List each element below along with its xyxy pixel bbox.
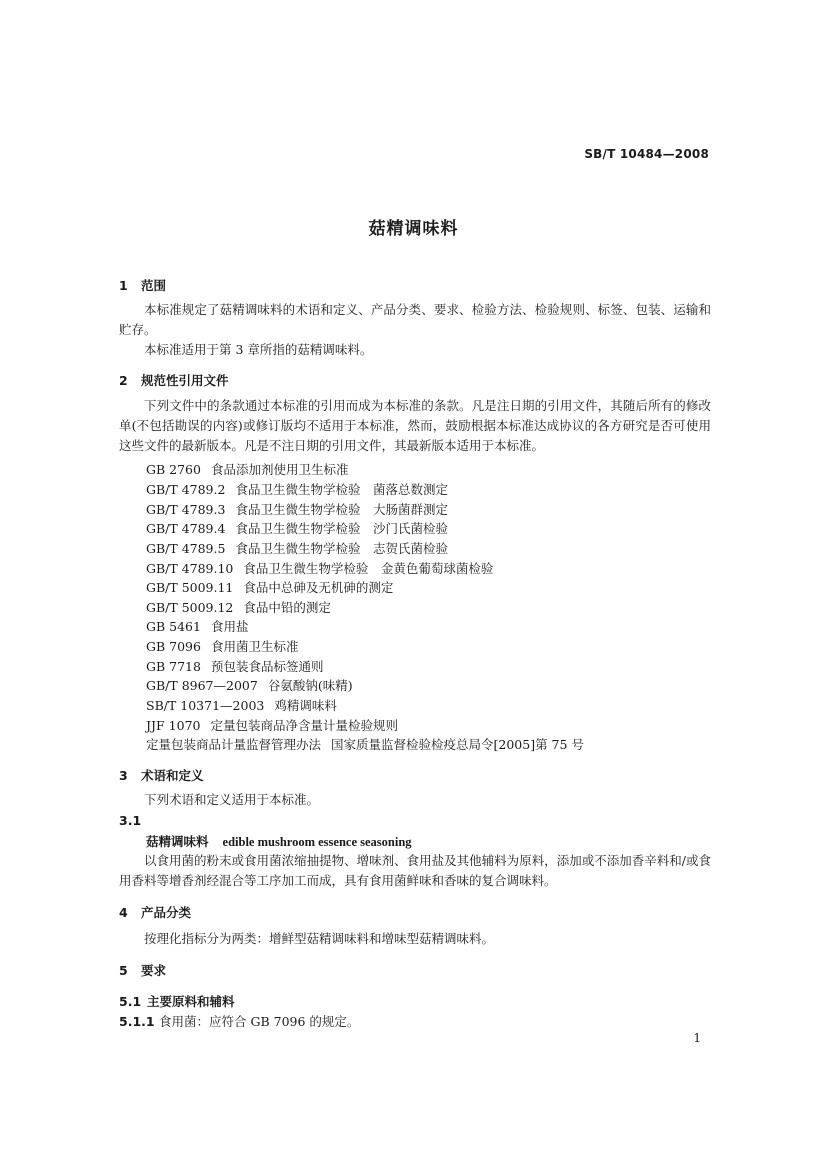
section-title: 术语和定义	[141, 768, 204, 783]
reference-item	[146, 539, 448, 557]
reference-code: GB/T 4789.5	[146, 541, 226, 556]
clause-5-1-1	[119, 1012, 359, 1030]
reference-code: GB/T 4789.4	[146, 521, 226, 536]
reference-item	[146, 460, 348, 478]
reference-item	[146, 716, 398, 734]
section-2-heading	[119, 371, 229, 389]
reference-name: 食用菌卫生标准	[210, 639, 299, 654]
reference-code: GB 5461	[146, 619, 201, 634]
reference-name: 食品卫生微生物学检验 大肠菌群测定	[235, 502, 448, 517]
subsection-number: 5.1	[119, 994, 142, 1009]
section-1-heading	[119, 276, 166, 294]
reference-name: 食品中铅的测定	[243, 600, 331, 615]
section-4-heading	[119, 903, 191, 921]
reference-code: GB/T 5009.11	[146, 580, 234, 595]
section-1-paragraph-2: 本标准适用于第 3 章所指的菇精调味料。	[144, 342, 373, 357]
reference-item	[146, 519, 448, 537]
reference-code: GB/T 4789.10	[146, 561, 234, 576]
section-2-paragraph-1: 下列文件中的条款通过本标准的引用而成为本标准的条款。凡是注日期的引用文件，其随后所有的修改单(不包括勘误的内容)或修订版均不适用于本标准，然而，鼓励根据本标准达成协议的各方研究是否可使用这些文件的最新版本。凡是不注日期的引用文件，其最新版本适用于本标准。	[119, 398, 711, 453]
reference-name: 谷氨酸钠(味精)	[267, 678, 353, 693]
section-4-paragraph-1: 按理化指标分为两类：增鲜型菇精调味料和增味型菇精调味料。	[144, 931, 495, 946]
section-title: 产品分类	[141, 905, 192, 920]
reference-code: GB 2760	[146, 462, 201, 477]
section-3-paragraph-1: 下列术语和定义适用于本标准。	[144, 792, 320, 807]
section-5-heading	[119, 961, 166, 979]
section-number: 1	[119, 278, 128, 293]
section-number: 3	[119, 768, 128, 783]
reference-code: GB/T 8967—2007	[146, 678, 258, 693]
reference-item	[146, 676, 353, 694]
reference-item	[146, 617, 248, 635]
reference-code: 定量包装商品计量监督管理办法	[146, 737, 322, 752]
reference-name: 食品卫生微生物学检验 志贺氏菌检验	[235, 541, 448, 556]
subsection-title: 主要原料和辅料	[147, 994, 235, 1009]
document-title: 菇精调味料	[368, 219, 459, 239]
reference-name: 食品添加剂使用卫生标准	[210, 462, 349, 477]
reference-item	[146, 637, 298, 655]
clause-number: 5.1.1	[119, 1014, 155, 1029]
reference-name: 预包装食品标签通则	[210, 659, 324, 674]
reference-name: 食品中总砷及无机砷的测定	[243, 580, 394, 595]
subsection-5-1-heading	[119, 992, 235, 1010]
reference-name: 鸡精调味料	[274, 698, 337, 713]
term-entry	[146, 832, 412, 850]
subsection-number: 3.1	[119, 813, 142, 828]
page-number: 1	[693, 1031, 701, 1045]
reference-item	[146, 578, 393, 596]
standard-code: SB/T 10484—2008	[584, 147, 709, 161]
section-1-paragraph-1: 本标准规定了菇精调味料的术语和定义、产品分类、要求、检验方法、检验规则、标签、包装、运输和贮存。	[119, 302, 711, 337]
reference-code: GB/T 4789.3	[146, 502, 226, 517]
section-number: 2	[119, 373, 128, 388]
reference-name: 食品卫生微生物学检验 菌落总数测定	[235, 482, 448, 497]
reference-item	[146, 598, 331, 616]
reference-code: SB/T 10371—2003	[146, 698, 265, 713]
section-3-heading	[119, 766, 204, 784]
reference-name: 食品卫生微生物学检验 沙门氏菌检验	[235, 521, 448, 536]
term-english: edible mushroom essence seasoning	[222, 835, 412, 849]
reference-name: 食品卫生微生物学检验 金黄色葡萄球菌检验	[243, 561, 494, 576]
section-number: 5	[119, 963, 128, 978]
reference-item	[146, 735, 584, 753]
term-chinese: 菇精调味料	[146, 834, 209, 849]
reference-item	[146, 657, 323, 675]
section-title: 规范性引用文件	[141, 373, 229, 388]
reference-code: GB 7096	[146, 639, 201, 654]
section-title: 范围	[141, 278, 167, 293]
section-title: 要求	[141, 963, 167, 978]
reference-code: GB 7718	[146, 659, 201, 674]
clause-text: 食用菌：应符合 GB 7096 的规定。	[159, 1014, 360, 1029]
reference-item	[146, 559, 493, 577]
reference-item	[146, 696, 337, 714]
reference-code: GB/T 4789.2	[146, 482, 226, 497]
reference-name: 定量包装商品净含量计量检验规则	[210, 718, 398, 733]
reference-item	[146, 480, 448, 498]
reference-item	[146, 500, 448, 518]
reference-name: 国家质量监督检验检疫总局令[2005]第 75 号	[331, 737, 584, 752]
reference-code: JJF 1070	[146, 718, 201, 733]
term-definition: 以食用菌的粉末或食用菌浓缩抽提物、增味剂、食用盐及其他辅料为原料，添加或不添加香辛料和/或食用香料等增香剂经混合等工序加工而成，具有食用菌鲜味和香味的复合调味料。	[119, 853, 711, 888]
reference-name: 食用盐	[210, 619, 249, 634]
section-number: 4	[119, 905, 128, 920]
reference-code: GB/T 5009.12	[146, 600, 234, 615]
